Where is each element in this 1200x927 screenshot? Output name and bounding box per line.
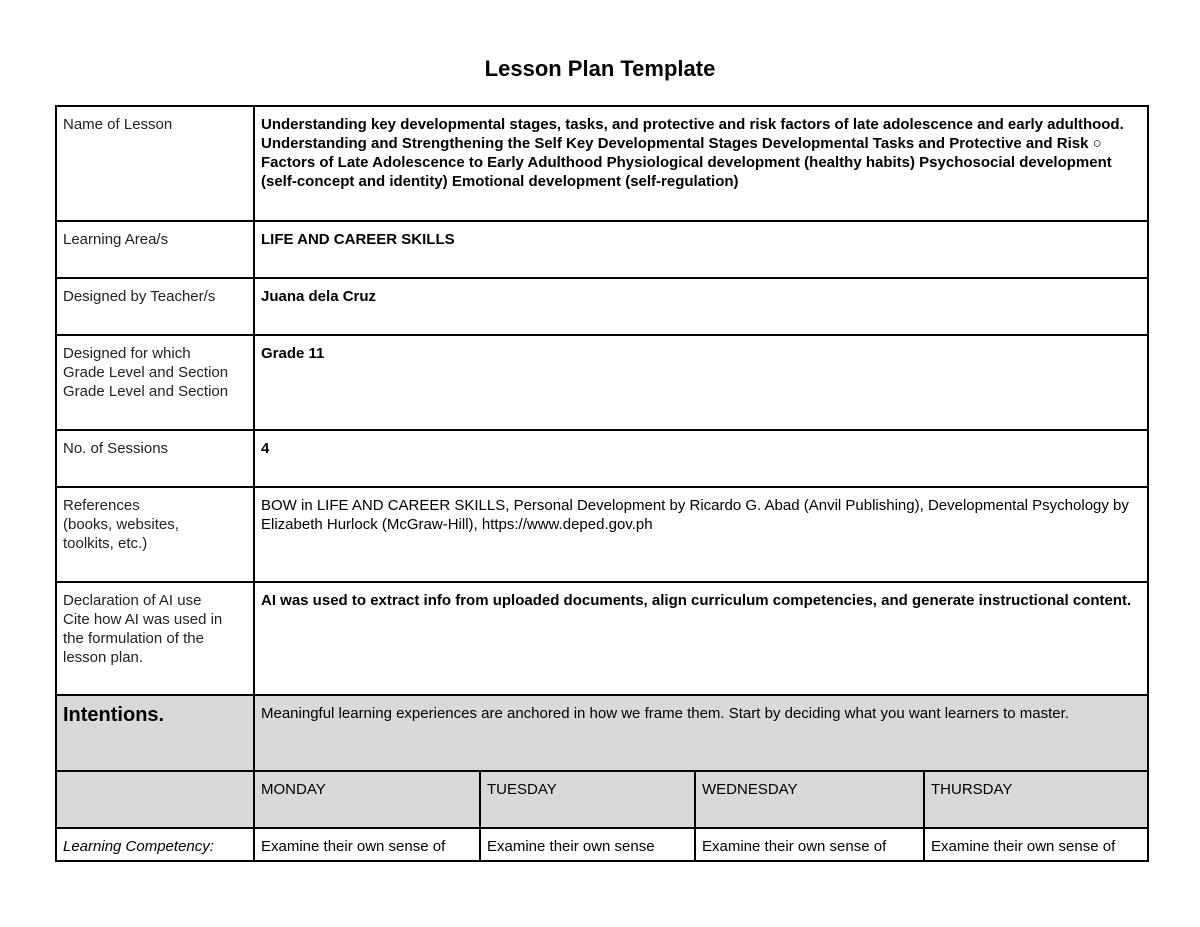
- row-references: [56, 487, 1148, 582]
- ai-use-label: [56, 582, 254, 695]
- designed-by-value: Juana dela Cruz: [254, 278, 1148, 335]
- designed-by-label: Designed by Teacher/s: [56, 278, 254, 335]
- competency-wednesday: Examine their own sense of: [695, 828, 924, 861]
- ai-use-label-line3: the formulation of the: [63, 630, 204, 647]
- designed-for-label: [56, 335, 254, 430]
- ai-use-label-line4: lesson plan.: [63, 649, 144, 666]
- learning-area-label: Learning Area/s: [56, 221, 254, 278]
- row-designed-by: [56, 278, 1148, 335]
- row-days: [56, 771, 1148, 828]
- learning-competency-label: Learning Competency:: [56, 828, 254, 861]
- page-title: Lesson Plan Template: [484, 56, 716, 81]
- day-tuesday: TUESDAY: [480, 771, 695, 828]
- intentions-label: Intentions.: [56, 695, 254, 771]
- row-sessions: [56, 430, 1148, 487]
- designed-for-value: Grade 11: [254, 335, 1148, 430]
- row-ai-use: [56, 582, 1148, 695]
- day-thursday: THURSDAY: [924, 771, 1148, 828]
- row-name-of-lesson: [56, 106, 1148, 221]
- days-corner-cell: [56, 771, 254, 828]
- ai-use-label-line2: Cite how AI was used in: [63, 611, 223, 628]
- row-intentions: [56, 695, 1148, 771]
- lesson-plan-table: [55, 105, 1149, 862]
- designed-for-label-line2: Grade Level and Section: [63, 364, 229, 381]
- name-of-lesson-value: Understanding key developmental stages, tasks, and protective and risk factors of late adolescence and early adulthood. Understanding and Strengthening the Self Key Developmental Stages Developmental Tasks and Protective and Risk ○ Factors of Late Adolescence to Early Adulthood Physiological development (healthy habits) Psychosocial development (self-concept and identity) Emotional development (self-regulation): [254, 106, 1148, 221]
- ai-use-label-line1: Declaration of AI use: [63, 592, 202, 609]
- competency-thursday: Examine their own sense of: [924, 828, 1148, 861]
- designed-for-label-line3: Grade Level and Section: [63, 383, 229, 400]
- row-learning-competency: [56, 828, 1148, 861]
- day-wednesday: WEDNESDAY: [695, 771, 924, 828]
- row-learning-area: [56, 221, 1148, 278]
- competency-tuesday: Examine their own sense: [480, 828, 695, 861]
- sessions-label: No. of Sessions: [56, 430, 254, 487]
- references-label: [56, 487, 254, 582]
- intentions-value: Meaningful learning experiences are anchored in how we frame them. Start by deciding what you want learners to master.: [254, 695, 1148, 771]
- references-value: BOW in LIFE AND CAREER SKILLS, Personal Development by Ricardo G. Abad (Anvil Publishing), Developmental Psychology by Elizabeth Hurlock (McGraw-Hill), https://www.deped.gov.ph: [254, 487, 1148, 582]
- day-monday: MONDAY: [254, 771, 480, 828]
- references-label-line3: toolkits, etc.): [63, 535, 148, 552]
- designed-for-label-line1: Designed for which: [63, 345, 191, 362]
- sessions-value: 4: [254, 430, 1148, 487]
- ai-use-value: AI was used to extract info from uploaded documents, align curriculum competencies, and generate instructional content.: [254, 582, 1148, 695]
- learning-area-value: LIFE AND CAREER SKILLS: [254, 221, 1148, 278]
- references-label-line1: References: [63, 497, 140, 514]
- competency-monday: Examine their own sense of: [254, 828, 480, 861]
- row-designed-for: [56, 335, 1148, 430]
- references-label-line2: (books, websites,: [63, 516, 179, 533]
- name-of-lesson-label: Name of Lesson: [56, 106, 254, 221]
